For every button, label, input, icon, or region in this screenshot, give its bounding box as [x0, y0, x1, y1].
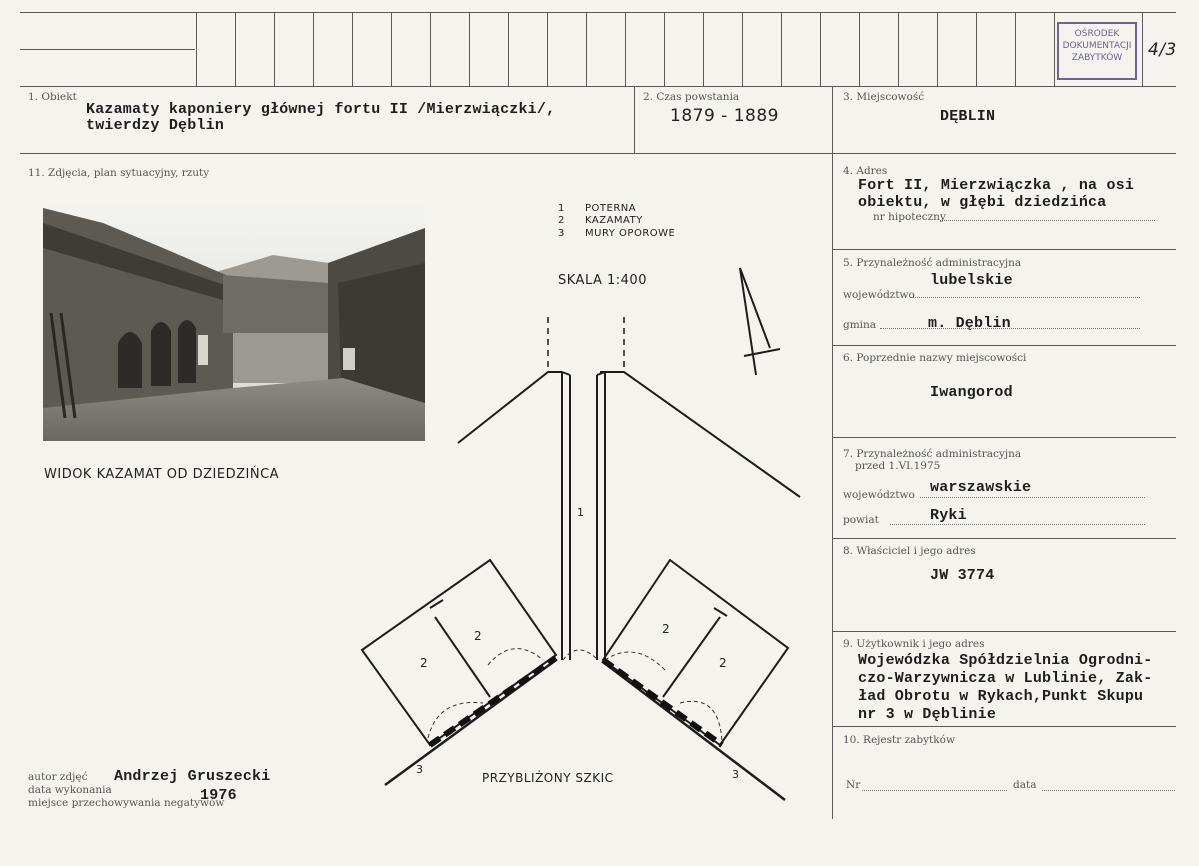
section-divider: [832, 726, 1176, 727]
obiekt-line2: twierdzy Dęblin: [86, 117, 225, 134]
obiekt-label: 1. Obiekt: [28, 91, 77, 103]
legend-num: 3: [558, 228, 565, 239]
miejscowosc-label: 3. Miejscowość: [843, 91, 925, 103]
legend-text: MURY OPOROWE: [585, 228, 676, 239]
poprzednie-value: Iwangorod: [930, 384, 1013, 401]
section-divider: [832, 538, 1176, 539]
rejestr-data-dots: [1042, 790, 1175, 791]
plan-label-casemate: 2: [420, 656, 429, 670]
czas-label: 2. Czas powstania: [643, 91, 740, 103]
wojewodztwo-dots: [910, 297, 1140, 298]
autor-name: Andrzej Gruszecki: [114, 768, 271, 785]
gmina-dots: [880, 328, 1140, 329]
uzytkownik-line3: ład Obrotu w Rykach,Punkt Skupu: [858, 688, 1144, 705]
zdjecia-label: 11. Zdjęcia, plan sytuacyjny, rzuty: [28, 167, 210, 179]
scale-label: SKALA 1:400: [558, 273, 647, 288]
legend-text: POTERNA: [585, 203, 637, 214]
uzytkownik-line4: nr 3 w Dęblinie: [858, 706, 997, 723]
uzytkownik-line1: Wojewódzka Spółdzielnia Ogrodni-: [858, 652, 1153, 669]
section-divider: [832, 249, 1176, 250]
sketch-caption: PRZYBLIŻONY SZKIC: [482, 771, 614, 785]
przed-wojewodztwo-value: warszawskie: [930, 479, 1032, 496]
legend-text: KAZAMATY: [585, 215, 643, 226]
przed-wojewodztwo-label: województwo: [843, 489, 915, 501]
przed-date-label: przed 1.VI.1975: [855, 460, 941, 472]
legend-num: 1: [558, 203, 565, 214]
rejestr-nr-dots: [862, 790, 1007, 791]
przed-woj-dots: [920, 497, 1145, 498]
page-number: 4/3: [1148, 40, 1177, 60]
powiat-label: powiat: [843, 514, 879, 526]
adres-label: 4. Adres: [843, 165, 888, 177]
gmina-value: m. Dęblin: [928, 315, 1011, 332]
plan-label-casemate: 2: [662, 622, 671, 636]
adres-line2: obiektu, w głębi dziedzińca: [858, 194, 1107, 211]
plan-label-wall: 3: [732, 768, 740, 781]
wlasciciel-label: 8. Właściciel i jego adres: [843, 545, 976, 557]
section-divider: [832, 437, 1176, 438]
rejestr-label: 10. Rejestr zabytków: [843, 734, 955, 746]
przed-label: 7. Przynależność administracyjna: [843, 448, 1022, 460]
adres-line1: Fort II, Mierzwiączka , na osi: [858, 177, 1135, 194]
miejsce-label: miejsce przechowywania negatywów: [28, 797, 225, 809]
plan-label-casemate: 2: [719, 656, 728, 670]
powiat-value: Ryki: [930, 507, 967, 524]
przynaleznosc-label: 5. Przynależność administracyjna: [843, 257, 1022, 269]
hipoteczny-label: nr hipoteczny: [873, 211, 946, 223]
archive-stamp: OŚRODEK DOKUMENTACJI ZABYTKÓW: [1057, 22, 1137, 80]
uzytkownik-line2: czo-Warzywnicza w Lublinie, Zak-: [858, 670, 1153, 687]
rejestr-data-label: data: [1013, 779, 1037, 791]
rejestr-nr-label: Nr: [846, 779, 861, 791]
miejscowosc-value: DĘBLIN: [940, 108, 996, 125]
hipoteczny-dots: [940, 220, 1155, 221]
section-divider: [832, 631, 1176, 632]
autor-label: autor zdjęć: [28, 771, 88, 783]
photo-caption: WIDOK KAZAMAT OD DZIEDZIŃCA: [44, 467, 280, 482]
plan-label-wall: 3: [416, 763, 424, 776]
powiat-dots: [890, 524, 1145, 525]
obiekt-line1: Kazamaty kaponiery głównej fortu II /Mierzwiączki/,: [86, 101, 556, 118]
section-divider: [832, 345, 1176, 346]
plan-label-casemate: 2: [474, 629, 483, 643]
gmina-label: gmina: [843, 319, 877, 331]
wlasciciel-value: JW 3774: [930, 567, 995, 584]
wojewodztwo-value: lubelskie: [930, 272, 1013, 289]
plan-label-poterna: 1: [577, 506, 585, 519]
poprzednie-label: 6. Poprzednie nazwy miejscowości: [843, 352, 1027, 364]
czas-value: 1879 - 1889: [670, 106, 779, 126]
legend-num: 2: [558, 215, 565, 226]
uzytkownik-label: 9. Użytkownik i jego adres: [843, 638, 985, 650]
data-wykonania-label: data wykonania: [28, 784, 112, 796]
autor-year: 1976: [200, 787, 237, 804]
wojewodztwo-label: województwo: [843, 289, 915, 301]
